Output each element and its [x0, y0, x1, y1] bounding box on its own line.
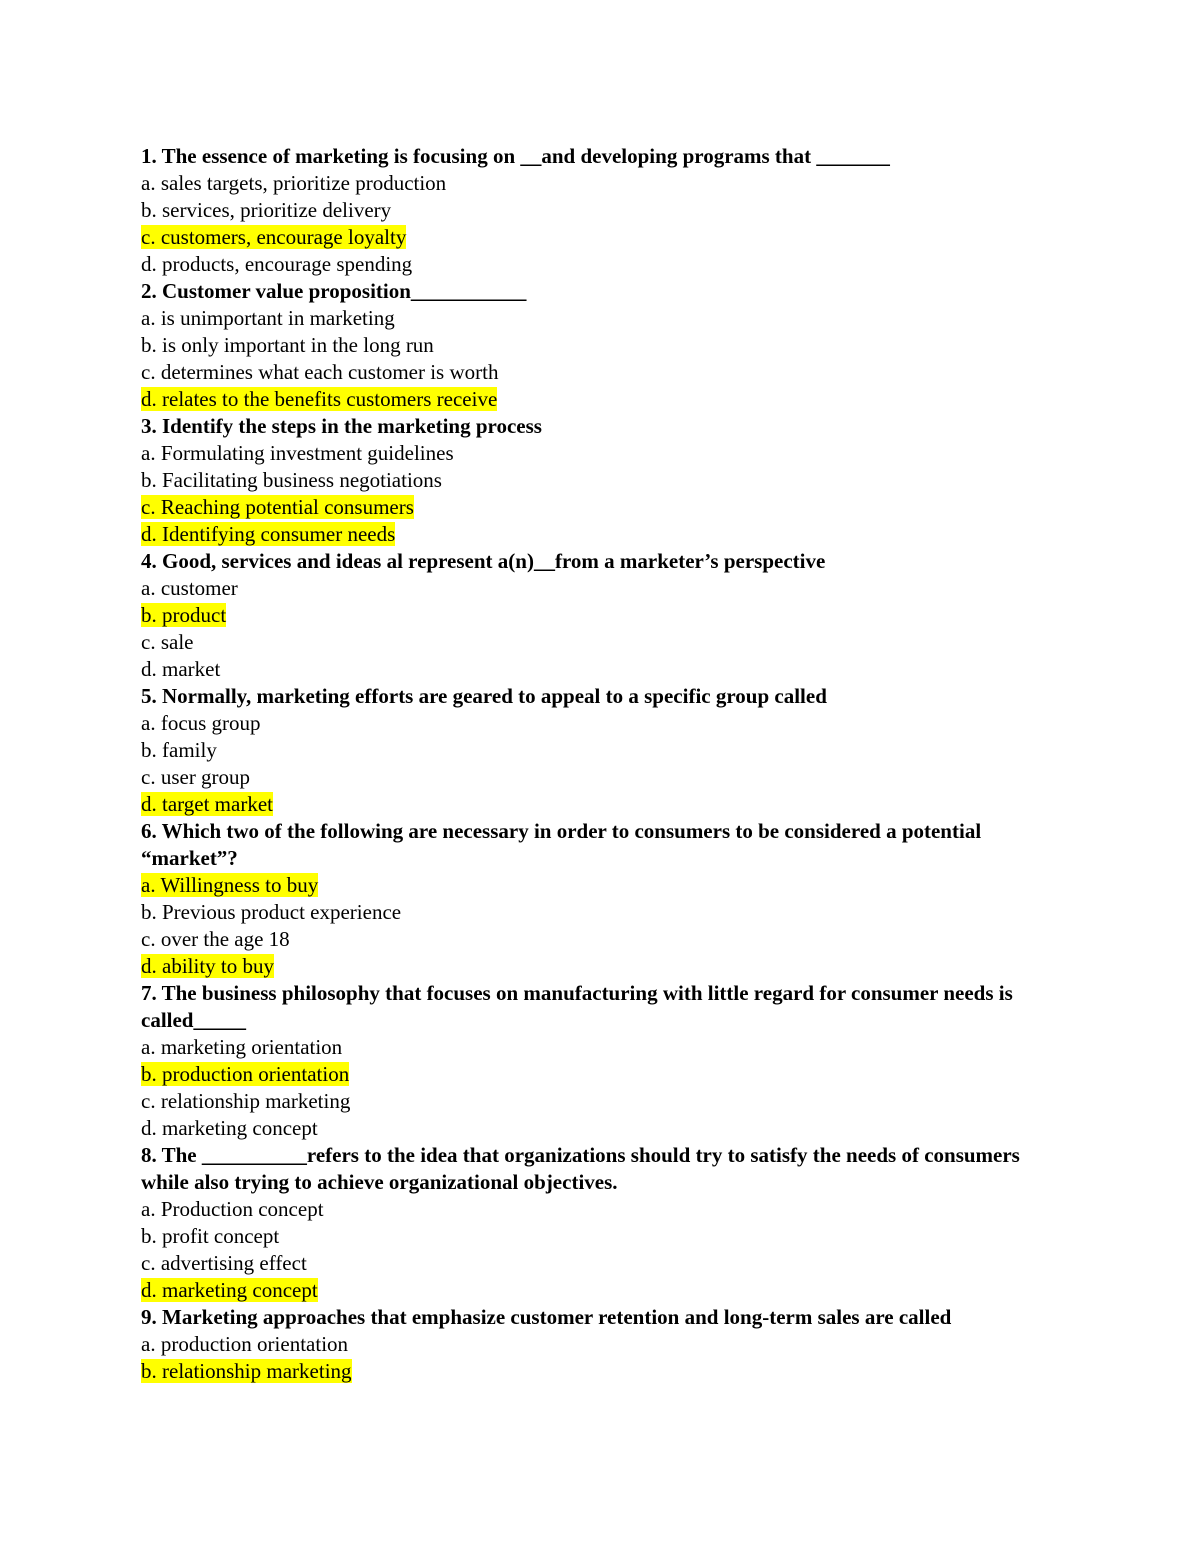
- answer-option: c. relationship marketing: [141, 1089, 351, 1113]
- answer-option-highlighted: b. product: [141, 603, 227, 627]
- answer-option: a. Formulating investment guidelines: [141, 441, 454, 465]
- answer-option-highlighted: a. Willingness to buy: [141, 873, 319, 897]
- answer-option: a. sales targets, prioritize production: [141, 171, 447, 195]
- answer-option: a. Production concept: [141, 1197, 324, 1221]
- answer-option-highlighted: d. marketing concept: [141, 1278, 318, 1302]
- question-text: 1. The essence of marketing is focusing on __and developing programs that _______: [141, 144, 890, 168]
- answer-option: a. customer: [141, 576, 238, 600]
- answer-option: c. determines what each customer is worth: [141, 360, 499, 384]
- answer-option: b. Previous product experience: [141, 900, 402, 924]
- answer-option-highlighted: d. target market: [141, 792, 273, 816]
- answer-option-highlighted: d. relates to the benefits customers receive: [141, 387, 498, 411]
- answer-option-highlighted: b. production orientation: [141, 1062, 350, 1086]
- answer-option: b. Facilitating business negotiations: [141, 468, 442, 492]
- answer-option: b. services, prioritize delivery: [141, 198, 392, 222]
- answer-option: a. is unimportant in marketing: [141, 306, 395, 330]
- question-block: [141, 980, 1071, 1142]
- answer-option-highlighted: b. relationship marketing: [141, 1359, 352, 1383]
- answer-option-highlighted: d. Identifying consumer needs: [141, 522, 396, 546]
- answer-option: b. family: [141, 738, 217, 762]
- answer-option: a. production orientation: [141, 1332, 349, 1356]
- question-block: [141, 683, 1071, 818]
- question-block: [141, 278, 1071, 413]
- question-block: [141, 1142, 1071, 1304]
- answer-option: c. advertising effect: [141, 1251, 307, 1275]
- question-block: [141, 143, 1071, 278]
- answer-option: d. marketing concept: [141, 1116, 318, 1140]
- quiz-document: [141, 143, 1071, 1385]
- question-number: 3.: [141, 414, 157, 438]
- question-number: 1.: [141, 144, 157, 168]
- question-text: 2. Customer value proposition___________: [141, 279, 527, 303]
- answer-option-highlighted: c. customers, encourage loyalty: [141, 225, 407, 249]
- question-number: 5.: [141, 684, 157, 708]
- answer-option-highlighted: d. ability to buy: [141, 954, 274, 978]
- answer-option: a. focus group: [141, 711, 261, 735]
- answer-option: c. over the age 18: [141, 927, 290, 951]
- answer-option: b. profit concept: [141, 1224, 280, 1248]
- question-block: [141, 1304, 1071, 1385]
- answer-option: c. sale: [141, 630, 194, 654]
- question-text: 5. Normally, marketing efforts are geared to appeal to a specific group called: [141, 684, 827, 708]
- question-text: 6. Which two of the following are necessary in order to consumers to be considered a potential “market”?: [141, 819, 982, 870]
- answer-option: b. is only important in the long run: [141, 333, 434, 357]
- question-text: 8. The __________refers to the idea that organizations should try to satisfy the needs of consumers while also trying to achieve organizational objectives.: [141, 1143, 1020, 1194]
- question-text: 9. Marketing approaches that emphasize customer retention and long-term sales are called: [141, 1305, 952, 1329]
- answer-option: a. marketing orientation: [141, 1035, 343, 1059]
- question-number: 9.: [141, 1305, 157, 1329]
- question-number: 8.: [141, 1143, 157, 1167]
- answer-option: c. user group: [141, 765, 251, 789]
- answer-option-highlighted: c. Reaching potential consumers: [141, 495, 414, 519]
- question-text: 3. Identify the steps in the marketing process: [141, 414, 542, 438]
- question-text: 4. Good, services and ideas al represent a(n)__from a marketer’s perspective: [141, 549, 826, 573]
- question-number: 6.: [141, 819, 157, 843]
- question-block: [141, 818, 1071, 980]
- question-number: 4.: [141, 549, 157, 573]
- question-number: 7.: [141, 981, 157, 1005]
- question-block: [141, 413, 1071, 548]
- answer-option: d. products, encourage spending: [141, 252, 413, 276]
- question-number: 2.: [141, 279, 157, 303]
- question-text: 7. The business philosophy that focuses on manufacturing with little regard for consumer needs is called_____: [141, 981, 1013, 1032]
- question-block: [141, 548, 1071, 683]
- answer-option: d. market: [141, 657, 221, 681]
